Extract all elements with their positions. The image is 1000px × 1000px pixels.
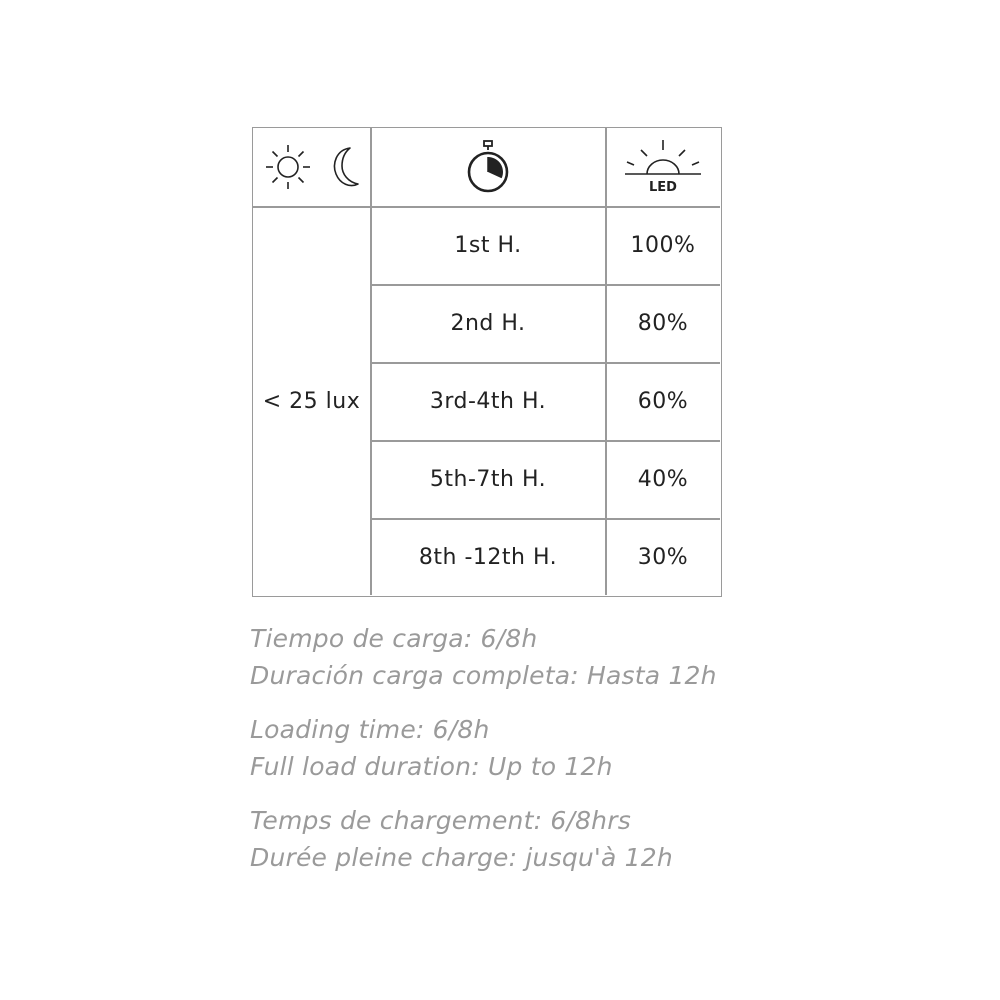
row-2-percent: 80% [637, 311, 689, 336]
led-label: LED [649, 180, 677, 195]
lighting-schedule-table [252, 127, 722, 597]
led-icon [621, 136, 705, 198]
charging-notes [250, 620, 950, 893]
note-fr-full-duration: Durée pleine charge: jusqu'à 12h [250, 843, 673, 872]
row-1-hours: 1st H. [454, 233, 522, 258]
sun-icon [260, 139, 322, 195]
note-es-charge-time: Tiempo de carga: 6/8h [250, 624, 538, 653]
stopwatch-icon [463, 137, 513, 197]
moon-icon [326, 142, 362, 192]
header-led-cell [606, 128, 720, 206]
row-2-hours: 2nd H. [450, 311, 526, 336]
notes-english [250, 711, 950, 785]
row-3-hours: 3rd-4th H. [429, 389, 547, 414]
lux-threshold-label: < 25 lux [262, 388, 361, 414]
row-4-percent: 40% [637, 467, 689, 492]
notes-spanish [250, 620, 950, 694]
row-4-hours: 5th-7th H. [429, 467, 547, 492]
row-5-hours: 8th -12th H. [418, 544, 558, 570]
note-es-full-duration: Duración carga completa: Hasta 12h [250, 661, 717, 690]
notes-french [250, 802, 950, 876]
note-en-charge-time: Loading time: 6/8h [250, 715, 490, 744]
row-3-percent: 60% [637, 389, 689, 414]
note-en-full-duration: Full load duration: Up to 12h [250, 752, 613, 781]
header-duration-cell [371, 128, 605, 206]
row-5-percent: 30% [637, 544, 689, 570]
row-1-percent: 100% [630, 233, 696, 258]
header-day-night-cell [253, 128, 370, 206]
note-fr-charge-time: Temps de chargement: 6/8hrs [250, 806, 631, 835]
